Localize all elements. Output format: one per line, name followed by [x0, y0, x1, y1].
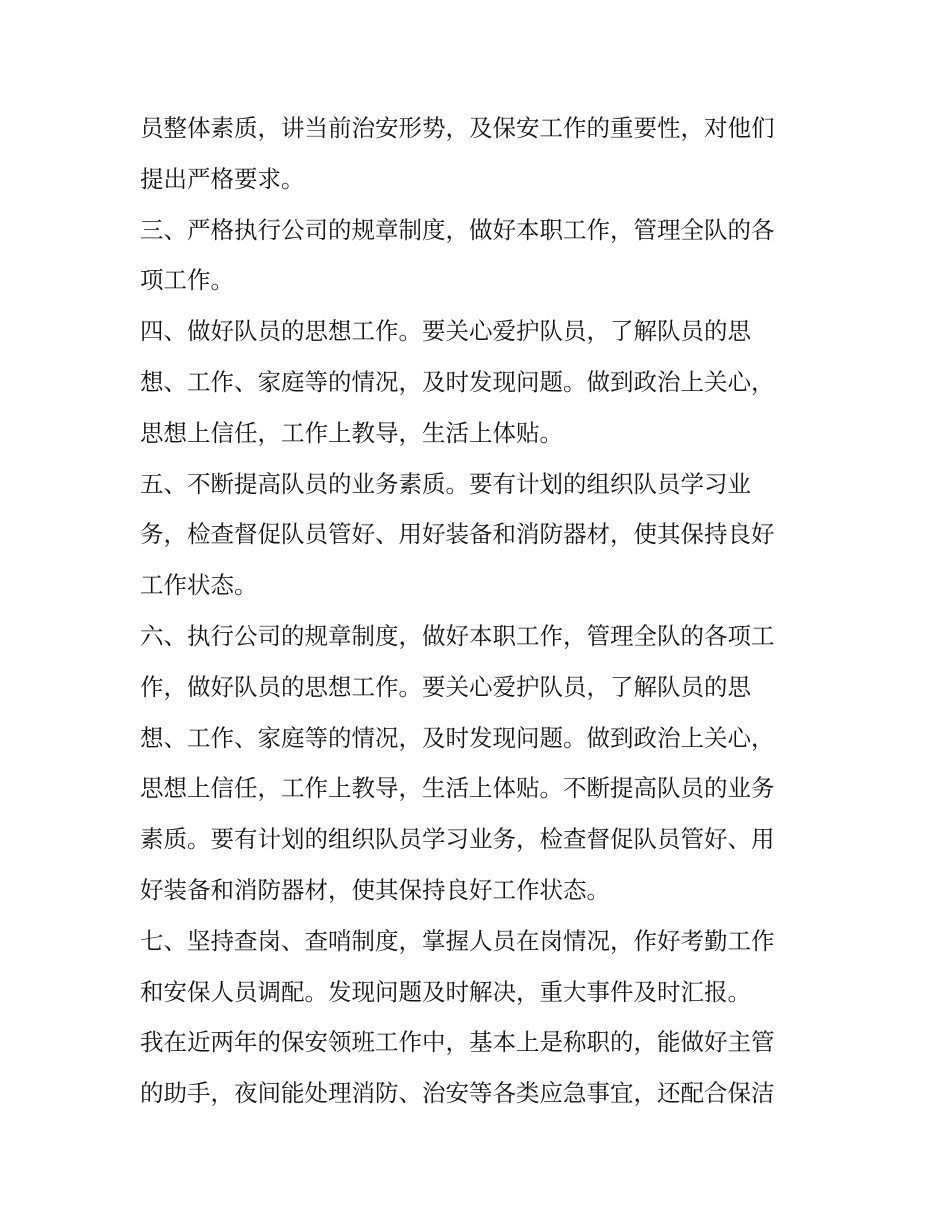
text-line: 七、坚持查岗、查哨制度，掌握人员在岗情况，作好考勤工作 — [140, 926, 775, 955]
text-line: 好装备和消防器材，使其保持良好工作状态。 — [140, 875, 610, 904]
text-line: 六、执行公司的规章制度，做好本职工作，管理全队的各项工 — [140, 621, 775, 650]
text-line: 素质。要有计划的组织队员学习业务，检查督促队员管好、用 — [140, 825, 775, 854]
text-line: 思想上信任，工作上教导，生活上体贴。不断提高队员的业务 — [140, 774, 775, 803]
text-line: 我在近两年的保安领班工作中，基本上是称职的，能做好主管 — [140, 1028, 775, 1057]
text-line: 工作状态。 — [140, 571, 258, 600]
text-line: 员整体素质，讲当前治安形势，及保安工作的重要性，对他们 — [140, 114, 775, 142]
text-line: 三、严格执行公司的规章制度，做好本职工作，管理全队的各 — [140, 215, 775, 244]
body-text — [140, 103, 820, 1119]
text-line: 务，检查督促队员管好、用好装备和消防器材，使其保持良好 — [140, 520, 775, 549]
text-line: 作，做好队员的思想工作。要关心爱护队员，了解队员的思 — [140, 672, 751, 701]
text-line: 和安保人员调配。发现问题及时解决，重大事件及时汇报。 — [140, 977, 751, 1006]
text-line: 项工作。 — [140, 266, 234, 295]
text-line: 五、不断提高队员的业务素质。要有计划的组织队员学习业 — [140, 469, 751, 498]
text-line: 想、工作、家庭等的情况，及时发现问题。做到政治上关心， — [140, 723, 775, 752]
text-line: 思想上信任，工作上教导，生活上体贴。 — [140, 418, 563, 447]
text-line: 想、工作、家庭等的情况，及时发现问题。做到政治上关心， — [140, 367, 775, 396]
text-line: 提出严格要求。 — [140, 164, 305, 193]
text-line: 四、做好队员的思想工作。要关心爱护队员，了解队员的思 — [140, 317, 751, 346]
text-line: 的助手，夜间能处理消防、治安等各类应急事宜，还配合保洁 — [140, 1079, 775, 1108]
